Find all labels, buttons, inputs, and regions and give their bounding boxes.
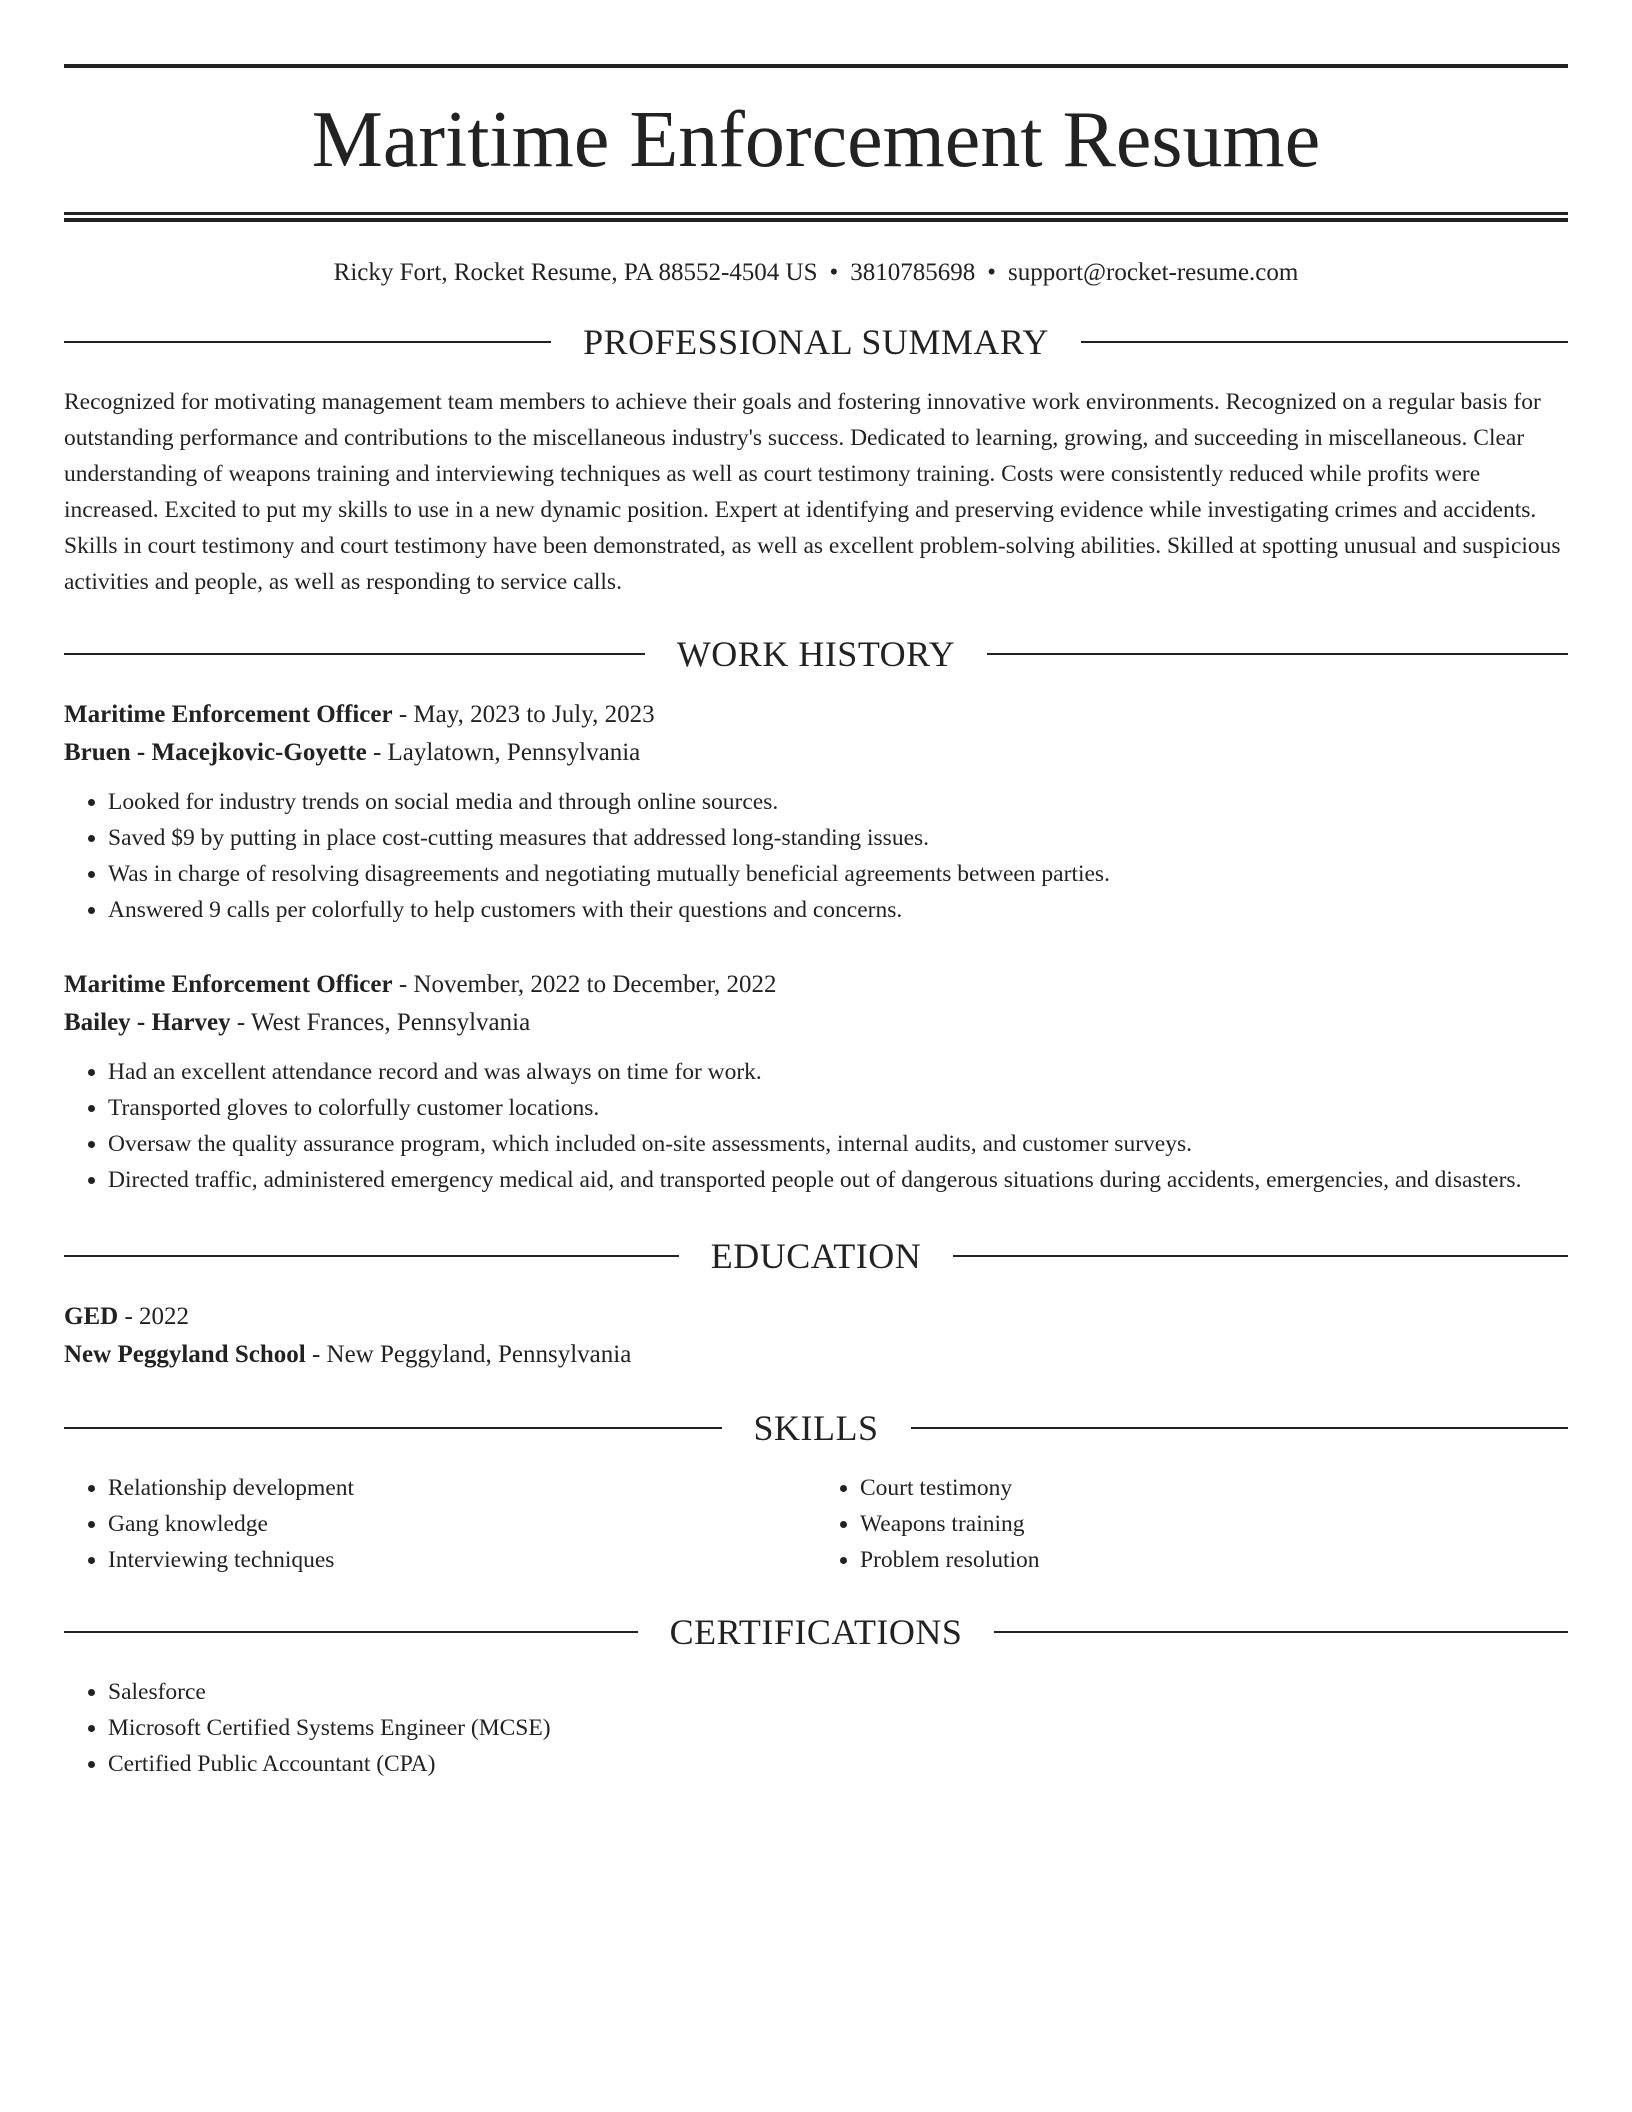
education-year: - 2022 — [118, 1303, 190, 1330]
heading-rule-left — [64, 1255, 679, 1257]
heading-rule-right — [1081, 341, 1568, 343]
title-double-rule — [64, 212, 1568, 222]
education-degree: GED — [64, 1303, 119, 1330]
education-heading-label: EDUCATION — [710, 1236, 922, 1276]
job-title-line — [64, 966, 1568, 1004]
summary-text: Recognized for motivating management team members to achieve their goals and fostering innovative work environments. Recognized on a regular basis for outstanding performance and contributions to the miscellaneous industry's success. Dedicated to learning, growing, and succeeding in miscellaneous. Clear understanding of weapons training and interviewing techniques as well as court testimony training. Costs were consistently reduced while profits were increased. Excited to put my skills to use in a new dynamic position. Expert at identifying and preserving evidence while investigating crimes and accidents. Skills in court testimony and court testimony have been demonstrated, as well as excellent problem-solving abilities. Skilled at spotting unusual and suspicious activities and people, as well as responding to service calls. — [64, 389, 1561, 595]
summary-heading-label: PROFESSIONAL SUMMARY — [583, 322, 1049, 362]
job-employer: Bruen - Macejkovic-Goyette — [64, 739, 367, 766]
skill-item: • Relationship development — [108, 1470, 816, 1506]
summary-section-heading — [64, 322, 1568, 362]
heading-rule-right — [953, 1255, 1568, 1257]
contact-separator: • — [987, 259, 997, 286]
certifications-heading-label: CERTIFICATIONS — [669, 1612, 963, 1652]
job-bullet: • Looked for industry trends on social media and through online sources. — [108, 784, 1568, 820]
job-location: - West Frances, Pennsylvania — [230, 1009, 531, 1036]
contact-email: support@rocket-resume.com — [1008, 259, 1299, 286]
resume-title: Maritime Enforcement Resume — [311, 96, 1321, 184]
heading-rule-left — [64, 1427, 722, 1429]
job-bullet-list — [64, 1054, 1568, 1198]
job-bullet-list — [64, 784, 1568, 928]
job-employer-line — [64, 1004, 1568, 1042]
skill-item: • Gang knowledge — [108, 1506, 816, 1542]
job-employer: Bailey - Harvey — [64, 1009, 231, 1036]
job-title-line — [64, 696, 1568, 734]
skills-heading-label: SKILLS — [753, 1408, 879, 1448]
job-entry — [64, 696, 1568, 928]
job-bullet: • Had an excellent attendance record and was always on time for work. — [108, 1054, 1568, 1090]
job-bullet: • Answered 9 calls per colorfully to help customers with their questions and concerns. — [108, 892, 1568, 928]
job-dates: - May, 2023 to July, 2023 — [392, 701, 655, 728]
education-school: New Peggyland School — [64, 1341, 306, 1368]
work-section-heading — [64, 634, 1568, 674]
skills-grid — [64, 1470, 1568, 1578]
heading-rule-right — [994, 1631, 1568, 1633]
education-degree-line — [64, 1298, 1568, 1336]
heading-rule-left — [64, 341, 551, 343]
job-title: Maritime Enforcement Officer — [64, 971, 393, 998]
skills-section-heading — [64, 1408, 1568, 1448]
contact-line — [64, 258, 1568, 288]
certification-item: • Microsoft Certified Systems Engineer (MCSE) — [108, 1710, 1568, 1746]
skill-item: • Weapons training — [860, 1506, 1568, 1542]
job-bullet: • Transported gloves to colorfully customer locations. — [108, 1090, 1568, 1126]
job-title: Maritime Enforcement Officer — [64, 701, 393, 728]
skill-item: • Problem resolution — [860, 1542, 1568, 1578]
job-bullet: • Directed traffic, administered emergency medical aid, and transported people out of dangerous situations during accidents, emergencies, and disasters. — [108, 1162, 1568, 1198]
heading-rule-left — [64, 653, 645, 655]
job-employer-line — [64, 734, 1568, 772]
education-section-heading — [64, 1236, 1568, 1276]
contact-separator: • — [829, 259, 839, 286]
heading-rule-right — [911, 1427, 1569, 1429]
job-bullet: • Oversaw the quality assurance program, which included on-site assessments, internal audits, and customer surveys. — [108, 1126, 1568, 1162]
skills-list-left — [64, 1470, 816, 1578]
certifications-section-heading — [64, 1612, 1568, 1652]
skill-item: • Interviewing techniques — [108, 1542, 816, 1578]
work-heading-label: WORK HISTORY — [676, 634, 956, 674]
job-dates: - November, 2022 to December, 2022 — [392, 971, 777, 998]
heading-rule-right — [987, 653, 1568, 655]
job-entry — [64, 966, 1568, 1198]
contact-phone: 3810785698 — [850, 259, 976, 286]
certification-item: • Salesforce — [108, 1674, 1568, 1710]
job-bullet: • Was in charge of resolving disagreements and negotiating mutually beneficial agreements between parties. — [108, 856, 1568, 892]
skills-list-right — [816, 1470, 1568, 1578]
education-location: - New Peggyland, Pennsylvania — [305, 1341, 632, 1368]
skill-item: • Court testimony — [860, 1470, 1568, 1506]
job-bullet: • Saved $9 by putting in place cost-cutting measures that addressed long-standing issues. — [108, 820, 1568, 856]
top-rule — [64, 64, 1568, 68]
certifications-list — [64, 1674, 1568, 1782]
education-school-line — [64, 1336, 1568, 1374]
heading-rule-left — [64, 1631, 638, 1633]
resume-page — [64, 64, 1568, 1782]
job-location: - Laylatown, Pennsylvania — [366, 739, 641, 766]
certification-item: • Certified Public Accountant (CPA) — [108, 1746, 1568, 1782]
contact-address: Ricky Fort, Rocket Resume, PA 88552-4504 US — [333, 259, 818, 286]
